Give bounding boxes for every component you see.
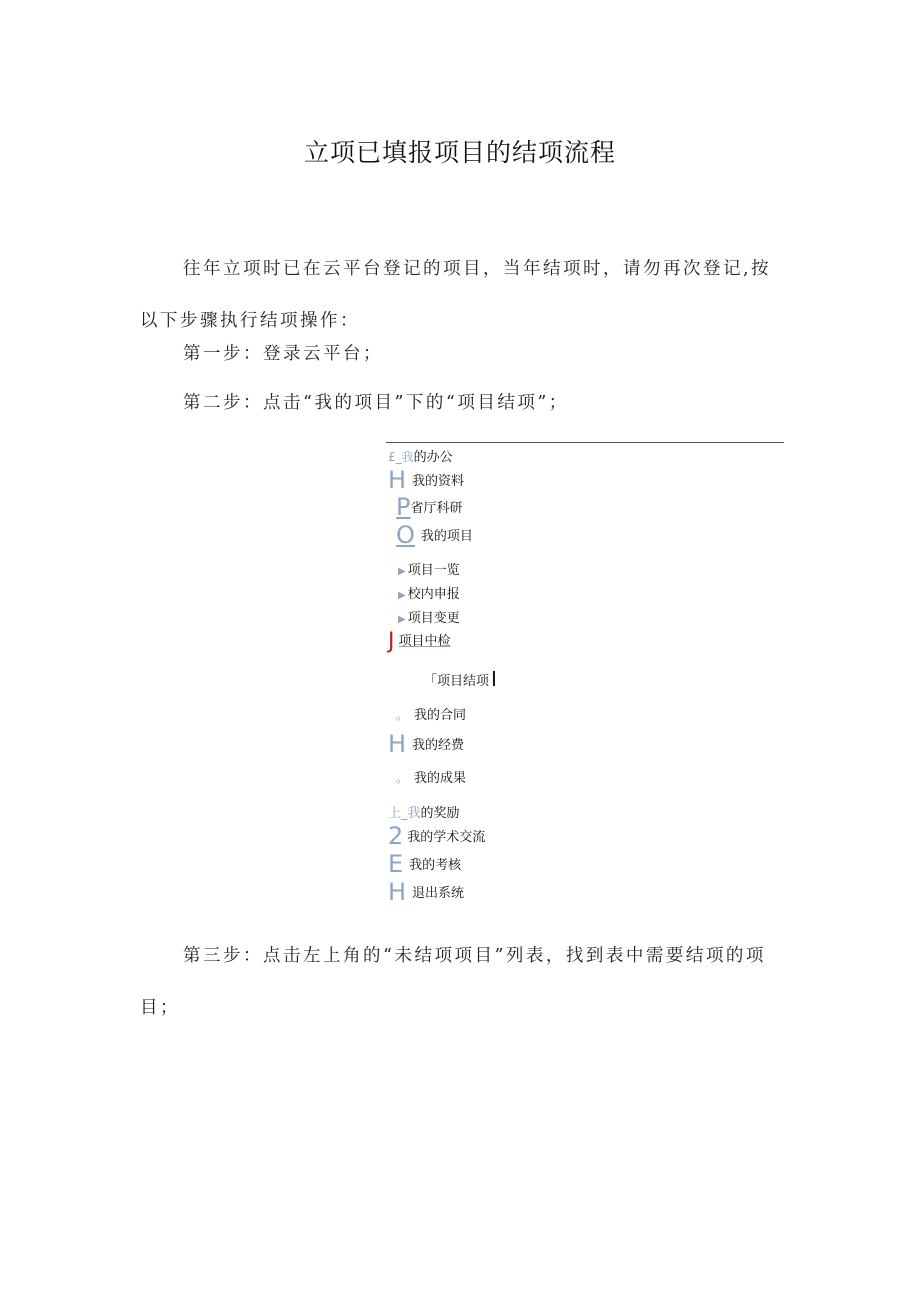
- submenu-item-closing-label: 项目结项: [437, 674, 490, 689]
- menu-item-office-label: 的办公: [413, 450, 453, 465]
- menu-item-funds[interactable]: [388, 732, 464, 756]
- menu-item-my-projects[interactable]: [396, 523, 473, 547]
- submenu-item-closing[interactable]: [424, 667, 497, 691]
- menu-item-contract[interactable]: [396, 704, 466, 723]
- triangle-right-icon: ▶: [398, 566, 406, 577]
- menu-item-funds-label: 我的经费: [412, 738, 465, 753]
- submenu-item-apply[interactable]: [398, 583, 460, 602]
- assessment-icon: E: [388, 850, 404, 878]
- cursor-bar-icon: I: [491, 667, 497, 691]
- menu-item-results[interactable]: [396, 767, 466, 786]
- menu-item-profile[interactable]: [388, 468, 464, 492]
- submenu-item-change[interactable]: [398, 607, 460, 626]
- menu-item-awards-label: 的奖励: [420, 806, 460, 821]
- submenu-item-change-label: 项目变更: [407, 611, 460, 626]
- sidebar-menu-screenshot: [386, 442, 784, 912]
- menu-top-divider: [386, 442, 784, 443]
- academic-icon: 2: [388, 822, 404, 850]
- step-three: 第三步：点击左上角的“未结项项目”列表，找到表中需要结项的项目；: [140, 946, 766, 1018]
- awards-icon: 上_我: [388, 806, 421, 821]
- province-icon: P: [396, 493, 411, 521]
- dot-icon: 。: [396, 771, 409, 785]
- step-two: 第二步：点击“我的项目”下的“项目结项”；: [183, 393, 569, 413]
- submenu-item-midcheck-label: 项目中检: [398, 634, 451, 649]
- my-projects-icon: O: [396, 521, 415, 549]
- menu-item-logout-label: 退出系统: [412, 886, 465, 901]
- menu-item-profile-label: 我的资料: [412, 474, 465, 489]
- menu-item-academic[interactable]: [388, 824, 485, 848]
- menu-item-contract-label: 我的合同: [414, 708, 467, 723]
- menu-item-academic-label: 我的学术交流: [407, 830, 486, 845]
- page-title: 立项已填报项目的结项流程: [303, 138, 616, 167]
- menu-item-office[interactable]: [388, 446, 453, 465]
- submenu-item-apply-label: 校内申报: [407, 587, 460, 602]
- menu-item-assessment-label: 我的考核: [409, 858, 462, 873]
- submenu-item-midcheck[interactable]: [388, 630, 451, 654]
- logout-icon: H: [388, 878, 407, 906]
- intro-paragraph: 往年立项时已在云平台登记的项目，当年结项时，请勿再次登记,按以下步骤执行结项操作：: [140, 259, 772, 331]
- menu-item-province-label: 省厅科研: [410, 501, 463, 516]
- triangle-right-icon: ▶: [398, 590, 406, 601]
- dot-icon: 。: [396, 708, 409, 722]
- submenu-item-overview-label: 项目一览: [407, 563, 460, 578]
- menu-item-assessment[interactable]: [388, 852, 461, 876]
- midcheck-icon: J: [388, 629, 395, 654]
- submenu-item-overview[interactable]: [398, 559, 460, 578]
- menu-item-results-label: 我的成果: [414, 771, 467, 786]
- menu-item-my-projects-label: 我的项目: [420, 529, 473, 544]
- step-one: 第一步：登录云平台；: [183, 344, 383, 364]
- menu-item-province[interactable]: [396, 495, 463, 519]
- funds-icon: H: [388, 730, 407, 758]
- bracket-icon: 「: [424, 674, 438, 689]
- office-icon: £_我: [388, 450, 414, 464]
- profile-icon: H: [388, 466, 407, 494]
- menu-item-awards[interactable]: [388, 802, 460, 821]
- triangle-right-icon: ▶: [398, 614, 406, 625]
- menu-item-logout[interactable]: [388, 880, 464, 904]
